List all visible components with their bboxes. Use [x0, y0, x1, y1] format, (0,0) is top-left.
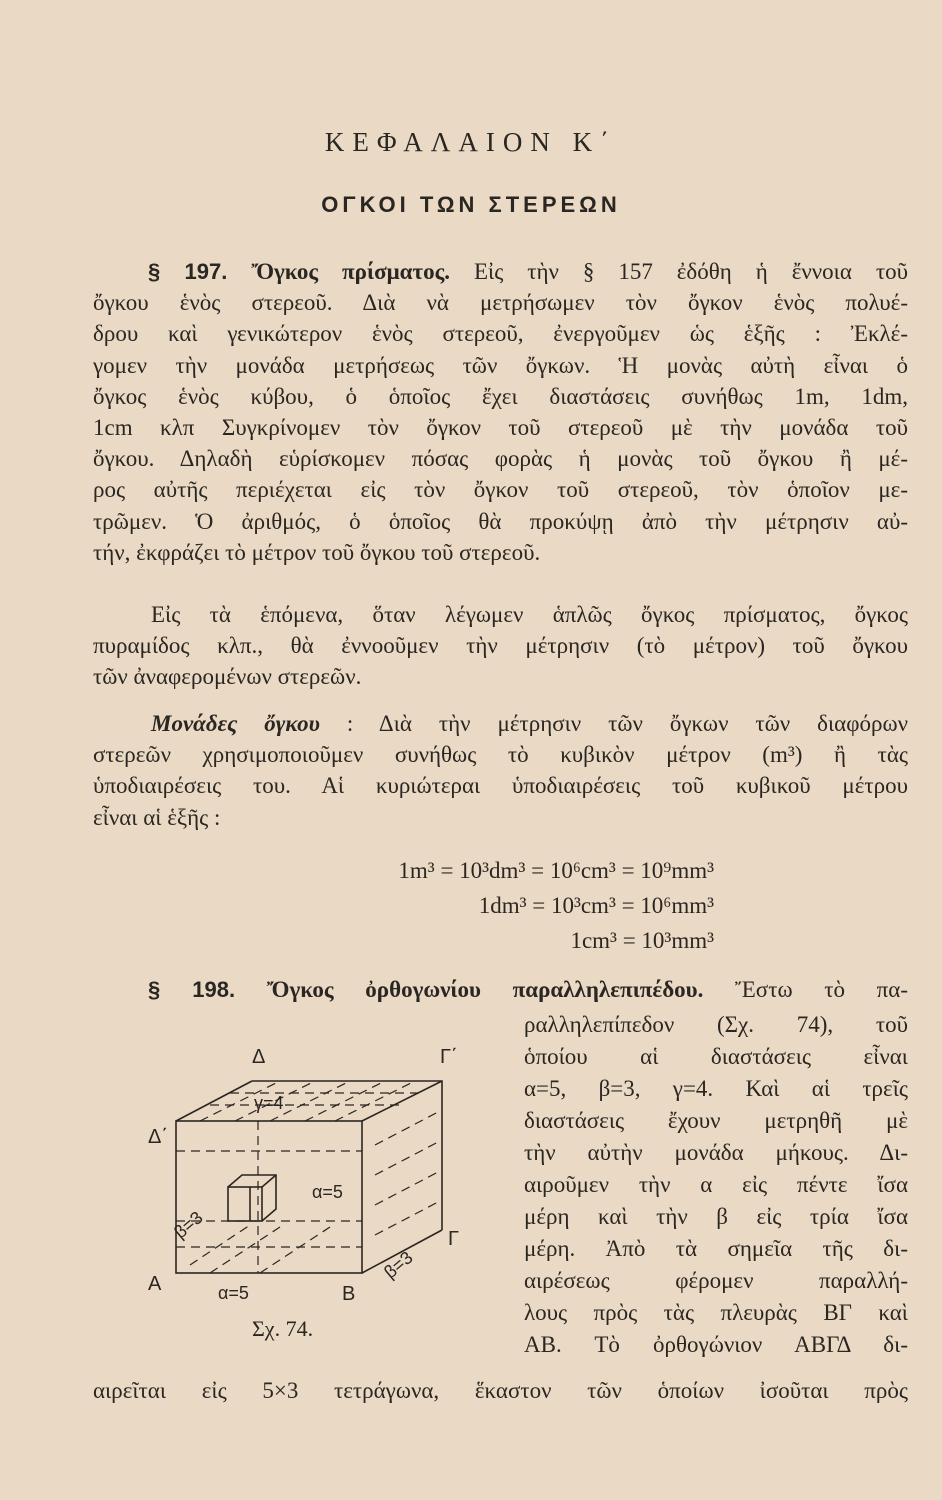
label-alpha-bottom: α=5 — [218, 1283, 249, 1303]
label-beta-right: β=3 — [380, 1247, 417, 1283]
equation-2: 1dm³ = 10³cm³ = 10⁶mm³ — [478, 893, 714, 918]
line: α=5, β=3, γ=4. Καὶ αἱ τρεῖς — [524, 1076, 908, 1101]
line: ὑποδιαιρέσεις του. Αἱ κυριώτεραι ὑποδιαιρέσεις τοῦ κυβικοῦ μέτρου — [93, 773, 908, 799]
line: λους πρὸς τὰς πλευρὰς ΒΓ καὶ — [524, 1300, 908, 1325]
line: μέρη. Ἀπὸ τὰ σημεῖα τῆς δι- — [524, 1236, 908, 1261]
label-beta-point: Β — [342, 1283, 356, 1305]
line: τὴν αὐτὴν μονάδα μήκους. Δι- — [524, 1140, 908, 1165]
line: ΑΒ. Τὸ ὀρθογώνιον ΑΒΓΔ δι- — [524, 1332, 908, 1357]
line: διαστάσεις ἔχουν μετρηθῆ μὲ — [524, 1108, 908, 1133]
label-delta-prime: Δ΄ — [148, 1126, 169, 1148]
label-gamma-dim: γ=4 — [254, 1093, 284, 1113]
line: τρῶμεν. Ὁ ἀριθμός, ὁ ὁποῖος θὰ προκύψῃ ἀπὸ τὴν μέτρησιν αὐ- — [93, 508, 908, 534]
section-heading: Ὄγκος πρίσματος. — [251, 259, 451, 284]
line: ὄγκου. Δηλαδὴ εὑρίσκομεν πόσας φορὰς ἡ μονὰς τοῦ ὄγκου ἢ μέ- — [93, 446, 908, 472]
line: εἶναι αἱ ἑξῆς : — [93, 804, 221, 830]
box-figure — [140, 1035, 480, 1315]
line — [93, 974, 908, 1005]
label-alpha-side: α=5 — [312, 1182, 343, 1202]
line: Εἰς τὰ ἑπόμενα, ὅταν λέγωμεν ἁπλῶς ὄγκος πρίσματος, ὄγκος — [151, 602, 908, 627]
text: Ἔστω τὸ πα- — [703, 977, 909, 1002]
label-beta-left: β=3 — [170, 1207, 207, 1243]
line: πυραμίδος κλπ., θὰ ἐννοοῦμεν τὴν μέτρησιν (τὸ μέτρον) τοῦ ὄγκου — [93, 633, 908, 659]
text: : Διὰ τὴν μέτρησιν τῶν ὄγκων τῶν διαφόρων — [319, 711, 909, 736]
line: ὄγκος ἑνὸς κύβου, ὁ ὁποῖος ἔχει διαστάσεις συνήθως 1m, 1dm, — [93, 383, 908, 409]
paragraph-197 — [93, 256, 908, 568]
line: γομεν τὴν μονάδα μετρήσεως τῶν ὄγκων. Ἡ μονὰς αὐτὴ εἶναι ὁ — [93, 352, 908, 378]
line: ρος αὐτῆς περιέχεται εἰς τὸν ὄγκον τοῦ στερεοῦ, τὸν ὁποῖον με- — [93, 477, 908, 503]
paragraph-197-2 — [93, 599, 908, 693]
label-gamma-top: Γ΄ — [440, 1046, 458, 1068]
line: ραλληλεπίπεδον (Σχ. 74), τοῦ — [524, 1012, 908, 1037]
line — [93, 708, 908, 739]
paragraph-198-last-line: αιρεῖται εἰς 5×3 τετράγωνα, ἕκαστον τῶν ὁποίων ἰσοῦται πρὸς — [93, 1378, 908, 1403]
paragraph-198 — [93, 974, 908, 1005]
line: ὁποίου αἱ διαστάσεις εἶναι — [524, 1044, 908, 1069]
paragraph-units — [93, 708, 908, 833]
section-number: § 197. — [148, 259, 228, 284]
chapter-title: ΚΕΦΑΛΑΙΟΝ Κ΄ — [324, 127, 618, 157]
label-alpha-point: Α — [148, 1273, 162, 1295]
line: τῶν ἀναφερομένων στερεῶν. — [93, 664, 362, 690]
equation-3: 1cm³ = 10³mm³ — [570, 928, 714, 953]
line: αιρέσεως φέρομεν παραλλή- — [524, 1268, 908, 1293]
line: αιροῦμεν τὴν α εἰς πέντε ἴσα — [524, 1172, 908, 1197]
line: ὄγκου ἑνὸς στερεοῦ. Διὰ νὰ μετρήσωμεν τὸν ὄγκον ἑνὸς πολυέ- — [93, 290, 908, 316]
section-heading: Ὄγκος ὀρθογωνίου παραλληλεπιπέδου. — [266, 977, 704, 1002]
section-number: § 198. — [148, 977, 236, 1002]
line — [93, 256, 908, 287]
units-label: Μονάδες ὄγκου — [151, 711, 320, 736]
section-title: ΟΓΚΟΙ ΤΩΝ ΣΤΕΡΕΩΝ — [321, 192, 621, 217]
line: τήν, ἐκφράζει τὸ μέτρον τοῦ ὄγκου τοῦ στερεοῦ. — [93, 539, 541, 565]
label-delta: Δ — [252, 1046, 266, 1068]
label-gamma: Γ — [448, 1228, 460, 1250]
equation-1: 1m³ = 10³dm³ = 10⁶cm³ = 10⁹mm³ — [398, 858, 714, 883]
line: μέρη καὶ τὴν β εἰς τρία ἴσα — [524, 1204, 908, 1229]
figure-caption: Σχ. 74. — [252, 1316, 314, 1341]
line: 1cm κλπ Συγκρίνομεν τὸν ὄγκον τοῦ στερεοῦ μὲ τὴν μονάδα τοῦ — [93, 415, 908, 441]
text: Εἰς τὴν § 157 ἐδόθη ἡ ἔννοια τοῦ — [450, 259, 908, 284]
line: δρου καὶ γενικώτερον ἑνὸς στερεοῦ, ἐνεργοῦμεν ὡς ἑξῆς : Ἐκλέ- — [93, 321, 908, 347]
paragraph-198-column — [524, 1009, 908, 1361]
line: στερεῶν χρησιμοποιοῦμεν συνήθως τὸ κυβικὸν μέτρον (m³) ἢ τὰς — [93, 742, 908, 768]
